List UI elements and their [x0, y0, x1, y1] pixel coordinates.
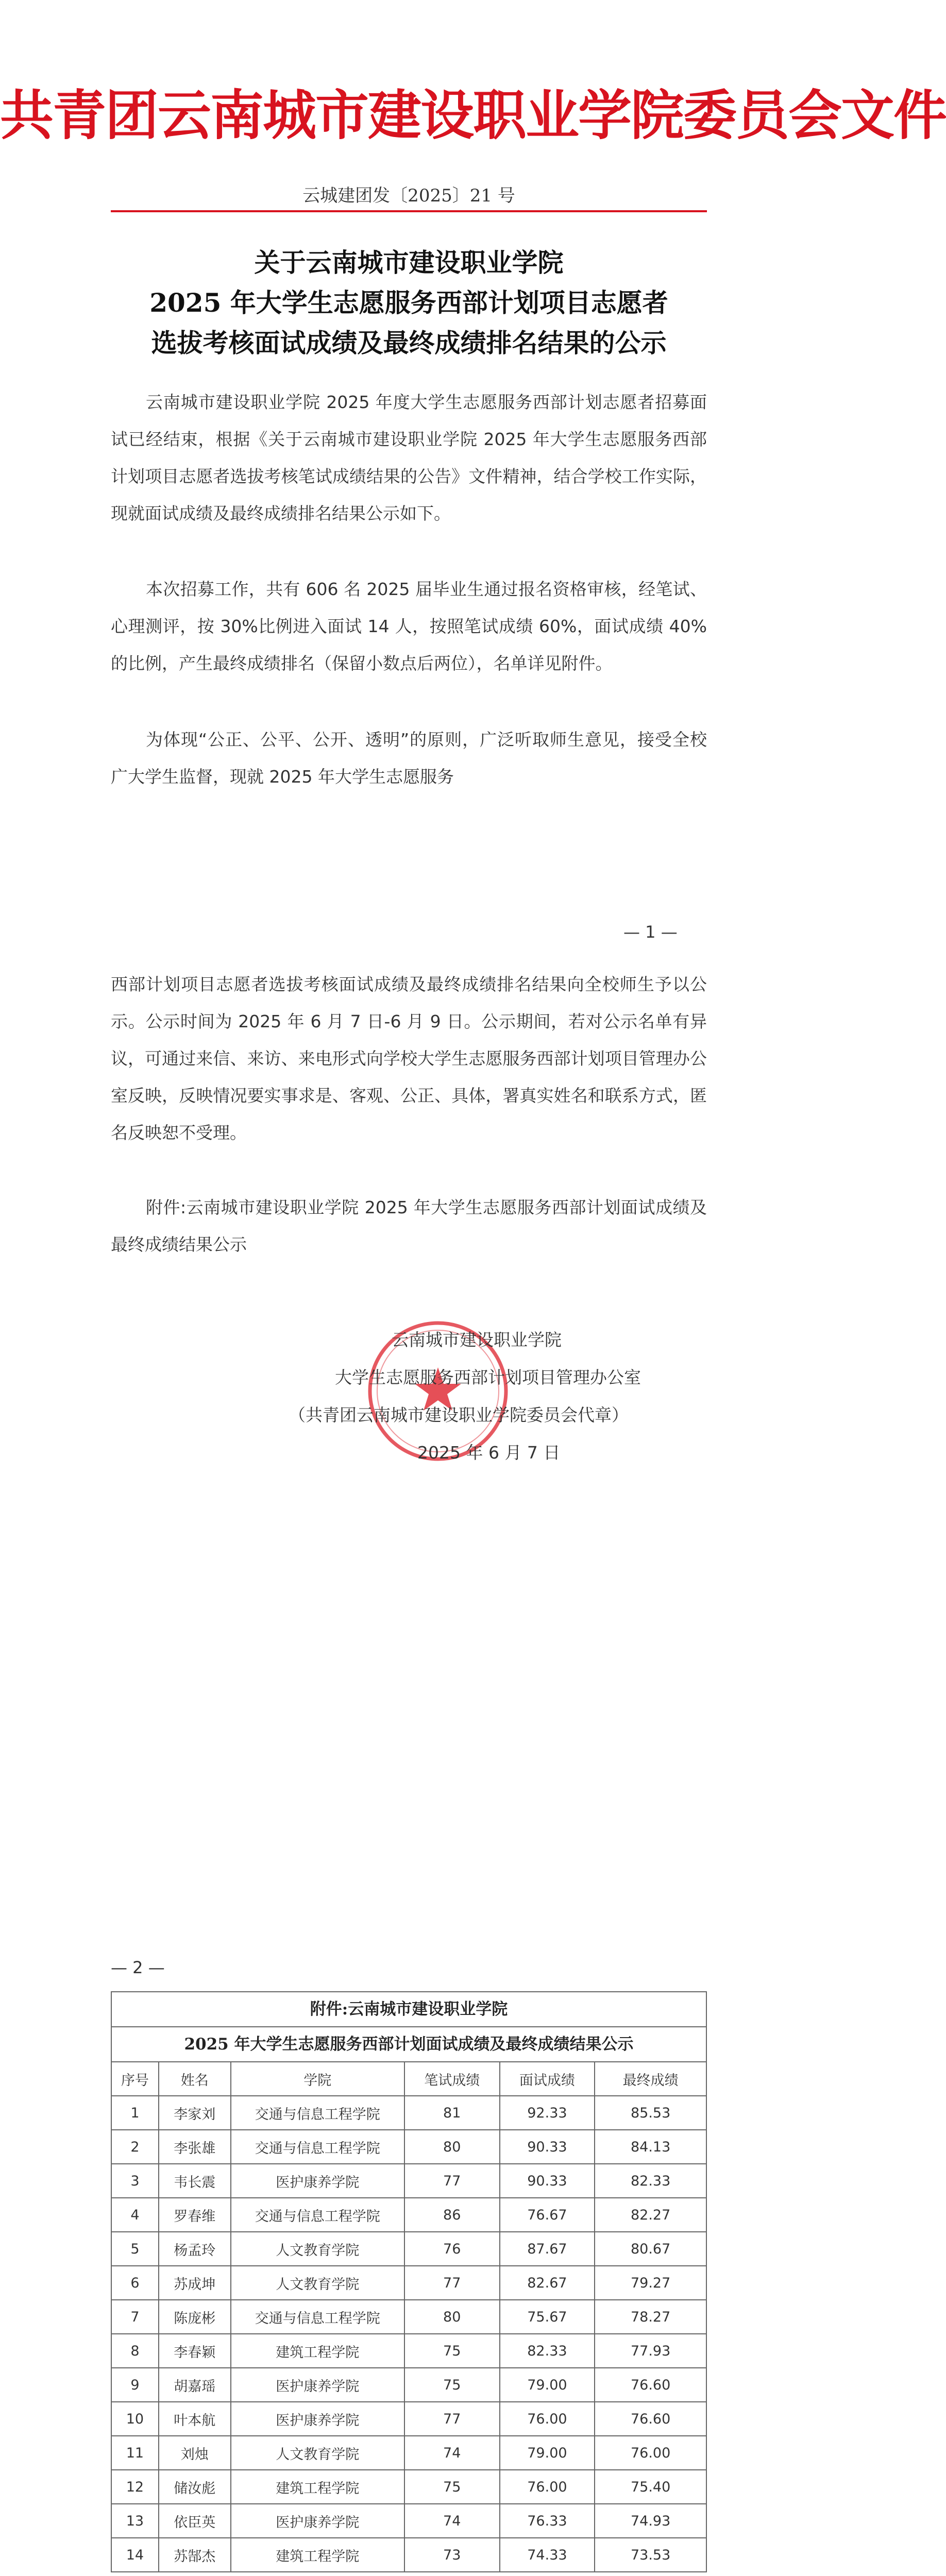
cell-written-score: 77: [404, 2266, 500, 2300]
cell-final-score: 82.27: [595, 2198, 706, 2232]
signature-office: 大学生志愿服务西部计划项目管理办公室: [335, 1367, 641, 1387]
cell-interview-score: 87.67: [500, 2232, 595, 2266]
cell-interview-score: 76.67: [500, 2198, 595, 2232]
cell-written-score: 77: [404, 2164, 500, 2198]
cell-written-score: 75: [404, 2368, 500, 2402]
table-row: [111, 2266, 706, 2300]
cell-written-score: 75: [404, 2470, 500, 2504]
cell-college: 人文教育学院: [231, 2436, 404, 2470]
table-title-line-1: 附件:云南城市建设职业学院: [111, 1991, 707, 2026]
cell-name: 陈庞彬: [159, 2300, 231, 2334]
attachment-note: 附件:云南城市建设职业学院 2025 年大学生志愿服务西部计划面试成绩及最终成绩结果公示: [111, 1197, 707, 1255]
cell-college: 交通与信息工程学院: [231, 2130, 404, 2164]
table-row: [111, 2232, 706, 2266]
cell-written-score: 75: [404, 2334, 500, 2368]
document-number: 云城建团发〔2025〕21 号: [302, 185, 515, 206]
cell-final-score: 82.33: [595, 2164, 706, 2198]
cell-final-score: 80.67: [595, 2232, 706, 2266]
table-header-row: [111, 2062, 706, 2096]
table-row: [111, 2402, 706, 2436]
col-header-name: 姓名: [159, 2062, 231, 2096]
cell-final-score: 84.13: [595, 2130, 706, 2164]
cell-interview-score: 75.67: [500, 2300, 595, 2334]
cell-final-score: 78.27: [595, 2300, 706, 2334]
cell-index: 5: [111, 2232, 159, 2266]
col-header-index: 序号: [111, 2062, 159, 2096]
paragraph-principle: 为体现“公正、公平、公开、透明”的原则，广泛听取师生意见，接受全校广大学生监督，现就 2025 年大学生志愿服务: [111, 730, 707, 787]
cell-index: 8: [111, 2334, 159, 2368]
cell-name: 李家刘: [159, 2096, 231, 2130]
cell-index: 3: [111, 2164, 159, 2198]
notice-title-line-2: 2025 年大学生志愿服务西部计划项目志愿者: [149, 287, 668, 318]
col-header-written-score: 笔试成绩: [404, 2062, 500, 2096]
results-table-container: [111, 1991, 707, 2572]
cell-index: 10: [111, 2402, 159, 2436]
cell-index: 2: [111, 2130, 159, 2164]
cell-college: 建筑工程学院: [231, 2334, 404, 2368]
cell-final-score: 79.27: [595, 2266, 706, 2300]
cell-final-score: 76.60: [595, 2368, 706, 2402]
cell-interview-score: 82.33: [500, 2334, 595, 2368]
cell-college: 交通与信息工程学院: [231, 2300, 404, 2334]
cell-index: 13: [111, 2504, 159, 2538]
cell-interview-score: 76.33: [500, 2504, 595, 2538]
cell-interview-score: 90.33: [500, 2164, 595, 2198]
cell-index: 7: [111, 2300, 159, 2334]
cell-final-score: 85.53: [595, 2096, 706, 2130]
cell-college: 建筑工程学院: [231, 2538, 404, 2572]
cell-final-score: 76.60: [595, 2402, 706, 2436]
table-row: [111, 2130, 706, 2164]
cell-name: 苏成坤: [159, 2266, 231, 2300]
cell-final-score: 77.93: [595, 2334, 706, 2368]
table-row: [111, 2334, 706, 2368]
cell-name: 韦长震: [159, 2164, 231, 2198]
table-row: [111, 2096, 706, 2130]
cell-written-score: 86: [404, 2198, 500, 2232]
cell-written-score: 76: [404, 2232, 500, 2266]
cell-college: 人文教育学院: [231, 2266, 404, 2300]
cell-name: 储汝彪: [159, 2470, 231, 2504]
cell-interview-score: 74.33: [500, 2538, 595, 2572]
cell-college: 建筑工程学院: [231, 2470, 404, 2504]
cell-interview-score: 79.00: [500, 2368, 595, 2402]
cell-written-score: 80: [404, 2300, 500, 2334]
page-number-1: — 1 —: [623, 922, 678, 942]
cell-written-score: 73: [404, 2538, 500, 2572]
signature-school: 云南城市建设职业学院: [392, 1330, 562, 1350]
cell-index: 4: [111, 2198, 159, 2232]
cell-written-score: 74: [404, 2504, 500, 2538]
col-header-final-score: 最终成绩: [595, 2062, 706, 2096]
cell-index: 9: [111, 2368, 159, 2402]
cell-interview-score: 76.00: [500, 2402, 595, 2436]
table-row: [111, 2164, 706, 2198]
cell-interview-score: 79.00: [500, 2436, 595, 2470]
cell-college: 医护康养学院: [231, 2402, 404, 2436]
page-1: [0, 0, 946, 994]
cell-interview-score: 90.33: [500, 2130, 595, 2164]
cell-index: 1: [111, 2096, 159, 2130]
header-divider: [111, 210, 707, 212]
cell-final-score: 73.53: [595, 2538, 706, 2572]
cell-interview-score: 92.33: [500, 2096, 595, 2130]
cell-written-score: 80: [404, 2130, 500, 2164]
cell-interview-score: 76.00: [500, 2470, 595, 2504]
cell-name: 依臣英: [159, 2504, 231, 2538]
col-header-interview-score: 面试成绩: [500, 2062, 595, 2096]
cell-college: 交通与信息工程学院: [231, 2198, 404, 2232]
paragraph-process: 本次招募工作，共有 606 名 2025 届毕业生通过报名资格审核，经笔试、心理测评，按 30%比例进入面试 14 人，按照笔试成绩 60%，面试成绩 40%的比例，产生最终成绩排名（保留小数点后两位），名单详见附件。: [111, 579, 707, 673]
cell-college: 医护康养学院: [231, 2164, 404, 2198]
cell-written-score: 81: [404, 2096, 500, 2130]
cell-college: 交通与信息工程学院: [231, 2096, 404, 2130]
cell-name: 杨孟玲: [159, 2232, 231, 2266]
page-number-2: — 2 —: [111, 1958, 165, 1977]
col-header-college: 学院: [231, 2062, 404, 2096]
cell-index: 11: [111, 2436, 159, 2470]
table-row: [111, 2436, 706, 2470]
table-row: [111, 2198, 706, 2232]
cell-index: 6: [111, 2266, 159, 2300]
cell-college: 医护康养学院: [231, 2504, 404, 2538]
paragraph-intro: 云南城市建设职业学院 2025 年度大学生志愿服务西部计划志愿者招募面试已经结束，根据《关于云南城市建设职业学院 2025 年大学生志愿服务西部计划项目志愿者选拔考核笔试成绩结果的公告》文件精神，结合学校工作实际，现就面试成绩及最终成绩排名结果公示如下。: [111, 392, 707, 523]
table-row: [111, 2470, 706, 2504]
cell-name: 罗春维: [159, 2198, 231, 2232]
cell-name: 李张雄: [159, 2130, 231, 2164]
signature-committee: （共青团云南城市建设职业学院委员会代章）: [289, 1405, 629, 1425]
cell-written-score: 77: [404, 2402, 500, 2436]
paragraph-publicity: 西部计划项目志愿者选拔考核面试成绩及最终成绩排名结果向全校师生予以公示。公示时间为 2025 年 6 月 7 日-6 月 9 日。公示期间，若对公示名单有异议，可通过来信、来访、来电形式向学校大学生志愿服务西部计划项目管理办公室反映，反映情况要实事求是、客观、公正、具体，署真实姓名和联系方式，匿名反映恕不受理。: [111, 974, 707, 1143]
cell-interview-score: 82.67: [500, 2266, 595, 2300]
cell-college: 人文教育学院: [231, 2232, 404, 2266]
notice-title-line-3: 选拔考核面试成绩及最终成绩排名结果的公示: [151, 328, 667, 358]
cell-name: 苏郜杰: [159, 2538, 231, 2572]
table-row: [111, 2504, 706, 2538]
cell-final-score: 75.40: [595, 2470, 706, 2504]
cell-name: 李春颖: [159, 2334, 231, 2368]
cell-name: 叶本航: [159, 2402, 231, 2436]
cell-index: 12: [111, 2470, 159, 2504]
table-row: [111, 2368, 706, 2402]
document-header-title: 共青团云南城市建设职业学院委员会文件: [0, 83, 946, 147]
table-title-line-2: 2025 年大学生志愿服务西部计划面试成绩及最终成绩结果公示: [111, 2026, 707, 2061]
signature-date: 2025 年 6 月 7 日: [417, 1443, 561, 1463]
table-row: [111, 2538, 706, 2572]
notice-title-line-1: 关于云南城市建设职业学院: [254, 247, 564, 278]
cell-name: 胡嘉瑶: [159, 2368, 231, 2402]
cell-final-score: 74.93: [595, 2504, 706, 2538]
results-table: [111, 2061, 707, 2572]
cell-name: 刘烛: [159, 2436, 231, 2470]
table-row: [111, 2300, 706, 2334]
cell-index: 14: [111, 2538, 159, 2572]
cell-written-score: 74: [404, 2436, 500, 2470]
cell-college: 医护康养学院: [231, 2368, 404, 2402]
cell-final-score: 76.00: [595, 2436, 706, 2470]
